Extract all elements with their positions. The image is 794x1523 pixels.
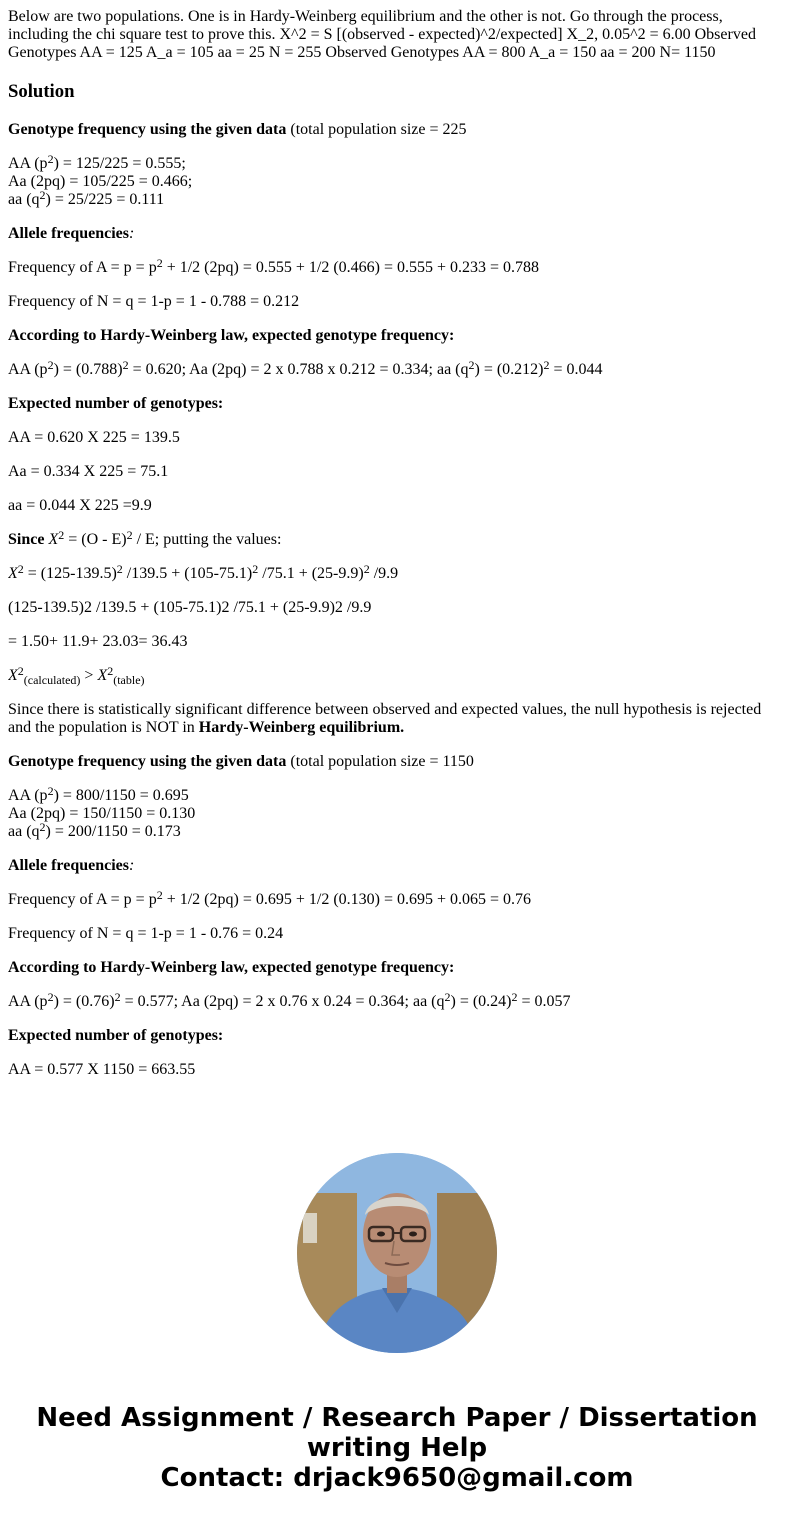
chi-square-substitution-line: $X^2 = (125-139.5)^2$ $/139.5 + (105-75.1)^2$ $/75.1 + (25-9.9)^2$ /9.9: [8, 562, 399, 582]
aa-homozygous-recessive-line: aa $(q^2) = 25/225 = 0.111$: [8, 188, 165, 208]
expected-number-heading-2: Expected number of genotypes:: [8, 1027, 224, 1044]
hardy-weinberg-heading-2: According to Hardy-Weinberg law, expected genotype frequency:: [8, 959, 455, 976]
answer-document: [8, 8, 778, 1122]
expected-aa-line: aa = 0.044 X 225 =9.9: [8, 497, 152, 514]
author-avatar: [297, 1153, 497, 1353]
aa-heterozygous-line-2: Aa (2pq) = 150/1150 = 0.130: [8, 805, 196, 822]
expected-number-heading: Expected number of genotypes:: [8, 395, 224, 412]
aa-homozygous-dominant-line: AA $(p^2) = 125/225 = 0.555$;: [8, 152, 186, 172]
conclusion-paragraph: Since there is statistically significant difference between observed and expected values, the null hypothesis is rejected and the population is NOT in Hardy-Weinberg equilibrium.: [8, 701, 762, 736]
chi-square-formula-line: Since $X^2 = (O - E)^2 / E$; putting the values:: [8, 528, 282, 548]
frequency-n-line-2: Frequency of N = q = 1-p = 1 - 0.76 = 0.24: [8, 925, 284, 942]
allele-frequency-heading-2: Allele frequencies:: [8, 857, 135, 874]
genotype-frequency-list: [8, 152, 778, 209]
aa-homozygous-dominant-line-2: AA $(p^2) = 800/1150 = 0.695$: [8, 784, 189, 804]
expected-genotype-frequency-line-2: AA $(p^2) = (0.76)^2 = 0.577$; Aa (2pq) = 2 x 0.76 x 0.24 = 0.364; aa $(q^2) = (0.24)^2 = 0.057$: [8, 990, 571, 1010]
genotype-frequency-list-2: [8, 784, 778, 841]
aa-homozygous-recessive-line-2: aa $(q^2) = 200/1150 = 0.173$: [8, 820, 181, 840]
aa-heterozygous-line: Aa (2pq) = 105/225 = 0.466;: [8, 173, 193, 190]
promo-line-2: writing Help: [306, 1433, 488, 1463]
question-text: Below are two populations. One is in Hardy-Weinberg equilibrium and the other is not. Go through the process, including the chi square test to prove this. X^2 = S [(observed - expected)^2/expected] X_2, 0.05^2 = 6.00 Observed Genotypes AA = 125 A_a = 105 aa = 25 N = 255 Observed Genotypes AA = 800 A_a = 150 aa = 200 N= 1150: [8, 8, 756, 61]
chi-square-sum-line: = 1.50+ 11.9+ 23.03= 36.43: [8, 633, 188, 650]
genotype-frequency-heading: Genotype frequency using the given data: [8, 121, 287, 138]
genotype-frequency-line-2: Genotype frequency using the given data (total population size = 1150: [8, 753, 474, 770]
promo-line-1: Need Assignment / Research Paper / Dissertation: [36, 1403, 758, 1433]
hardy-weinberg-heading: According to Hardy-Weinberg law, expected genotype frequency:: [8, 327, 455, 344]
expected-genotype-frequency-line: AA $(p^2) = (0.788)^2 = 0.620$; Aa (2pq) = 2 x 0.788 x 0.212 = 0.334; aa $(q^2) = (0.212)^2 = 0.044$: [8, 358, 603, 378]
author-portrait: [297, 1153, 497, 1353]
solution-heading: Solution: [8, 81, 75, 102]
frequency-n-line: Frequency of N = q = 1-p = 1 - 0.788 = 0.212: [8, 293, 300, 310]
chi-square-plain-line: (125-139.5)2 /139.5 + (105-75.1)2 /75.1 + (25-9.9)2 /9.9: [8, 599, 372, 616]
promo-contact-line: Contact: drjack9650@gmail.com: [160, 1463, 634, 1493]
promo-banner: [0, 1403, 794, 1493]
expected-AA-line: AA = 0.620 X 225 = 139.5: [8, 429, 180, 446]
genotype-frequency-line: Genotype frequency using the given data (total population size = 225: [8, 121, 467, 138]
frequency-a-line-2: Frequency of $A = p = p^2 + 1/2$ (2pq) = 0.695 + 1/2 (0.130) = 0.695 + 0.065 = 0.76: [8, 888, 532, 908]
allele-frequency-heading: Allele frequencies:: [8, 225, 135, 242]
expected-Aa-line: Aa = 0.334 X 225 = 75.1: [8, 463, 169, 480]
chi-square-comparison-line: $X^2_{(calculated)} > X^2_{(table)}$: [8, 664, 145, 687]
frequency-a-line: Frequency of $A = p = p^2 + 1/2$ (2pq) = 0.555 + 1/2 (0.466) = 0.555 + 0.233 = 0.788: [8, 256, 540, 276]
expected-AA-line-2: AA = 0.577 X 1150 = 663.55: [8, 1061, 196, 1078]
